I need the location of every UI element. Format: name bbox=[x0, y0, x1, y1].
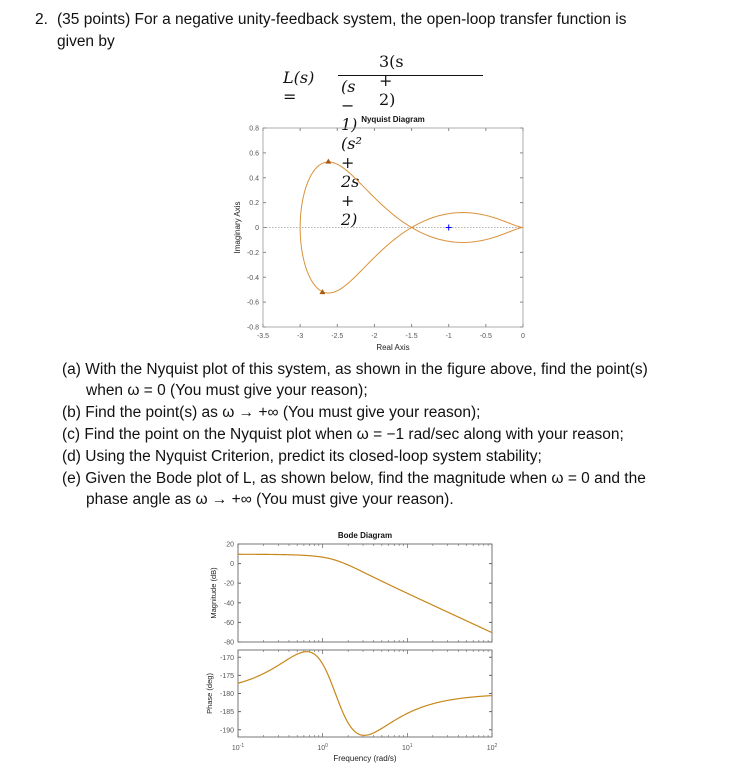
question-e-line2: phase angle as ω → +∞ (You must give your reason). bbox=[86, 491, 454, 508]
formula-lhs: L(s) = bbox=[283, 68, 315, 106]
nyquist-xtick-label: -3.5 bbox=[256, 333, 270, 340]
nyquist-curve-positive-frequency bbox=[300, 213, 523, 293]
question-a-line2: when ω = 0 (You must give your reason); bbox=[86, 382, 368, 399]
bode-phase-ylabel: Phase (deg) bbox=[205, 673, 214, 714]
nyquist-ytick-label: -0.4 bbox=[246, 274, 259, 282]
problem-intro-line2: given by bbox=[57, 33, 115, 50]
bode-phase-ytick-label: -185 bbox=[219, 709, 234, 717]
critical-point-marker bbox=[446, 225, 452, 231]
nyquist-curve-negative-frequency bbox=[300, 162, 523, 242]
formula-numerator: 3(s + 2) bbox=[379, 52, 404, 109]
nyquist-ytick-label: 0.4 bbox=[249, 175, 259, 183]
nyquist-ytick-label: -0.6 bbox=[246, 299, 259, 307]
bode-phase-axes bbox=[238, 650, 492, 737]
nyquist-ytick-label: 0.8 bbox=[249, 125, 259, 133]
bode-mag-ytick-label: 0 bbox=[230, 561, 234, 569]
question-a-line1: (a) With the Nyquist plot of this system, as shown in the figure above, find the point(s) bbox=[62, 361, 648, 378]
bode-xtick-label: $10^2$ bbox=[486, 743, 498, 752]
bode-mag-ytick-label: -40 bbox=[223, 600, 234, 608]
bode-mag-ytick-label: -20 bbox=[223, 580, 234, 588]
bode-mag-ytick-label: -60 bbox=[223, 619, 234, 627]
nyquist-xlabel: Real Axis bbox=[376, 343, 410, 352]
bode-mag-ylabel: Magnitude (dB) bbox=[209, 567, 218, 619]
bode-xtick-label: $10^0$ bbox=[317, 743, 328, 752]
bode-phase-curve bbox=[238, 652, 492, 736]
nyquist-ylabel: Imaginary Axis bbox=[233, 201, 242, 254]
bode-xlabel: Frequency (rad/s) bbox=[333, 754, 397, 763]
bode-phase-ytick-label: -190 bbox=[219, 727, 234, 735]
bode-magnitude-curve bbox=[238, 554, 492, 632]
question-d: (d) Using the Nyquist Criterion, predict its closed-loop system stability; bbox=[62, 448, 542, 465]
nyquist-ytick-label: 0.6 bbox=[249, 150, 259, 158]
nyquist-xtick-label: -1.5 bbox=[405, 333, 418, 340]
bode-mag-ytick-label: -80 bbox=[223, 639, 234, 647]
bode-phase-ytick-label: -170 bbox=[219, 654, 234, 662]
question-e-line1: (e) Given the Bode plot of L, as shown below, find the magnitude when ω = 0 and the bbox=[62, 470, 646, 487]
bode-mag-ytick-label: 20 bbox=[226, 541, 234, 549]
nyquist-xtick-label: -3 bbox=[297, 333, 304, 340]
nyquist-xtick-label: 0 bbox=[521, 333, 525, 340]
bode-phase-ytick-label: -175 bbox=[219, 672, 234, 680]
nyquist-xtick-label: -2 bbox=[371, 333, 378, 340]
question-b: (b) Find the point(s) as ω → +∞ (You must give your reason); bbox=[62, 404, 481, 421]
formula-denominator: (s − 1)(s² + 2s + 2) bbox=[341, 77, 362, 229]
problem-number: 2. bbox=[35, 11, 48, 28]
bode-magnitude-axes bbox=[238, 544, 492, 642]
bode-xtick-label: $10^{-1}$ bbox=[231, 743, 245, 752]
bode-phase-ytick-label: -180 bbox=[219, 691, 234, 698]
nyquist-direction-arrow bbox=[325, 159, 331, 164]
nyquist-ytick-label: 0.2 bbox=[249, 200, 259, 208]
bode-title: Bode Diagram bbox=[337, 531, 393, 540]
nyquist-title: Nyquist Diagram bbox=[361, 115, 425, 124]
bode-xtick-label: $10^1$ bbox=[402, 743, 413, 752]
problem-intro-line1: (35 points) For a negative unity-feedback system, the open-loop transfer function is bbox=[57, 11, 627, 28]
question-c: (c) Find the point on the Nyquist plot when ω = −1 rad/sec along with your reason; bbox=[62, 426, 624, 443]
nyquist-ytick-label: 0 bbox=[255, 225, 259, 232]
nyquist-xtick-label: -1 bbox=[445, 333, 452, 340]
nyquist-xtick-label: -2.5 bbox=[331, 333, 344, 340]
nyquist-ytick-label: -0.8 bbox=[246, 324, 259, 332]
nyquist-ytick-label: -0.2 bbox=[246, 249, 259, 257]
nyquist-xtick-label: -0.5 bbox=[479, 333, 492, 340]
